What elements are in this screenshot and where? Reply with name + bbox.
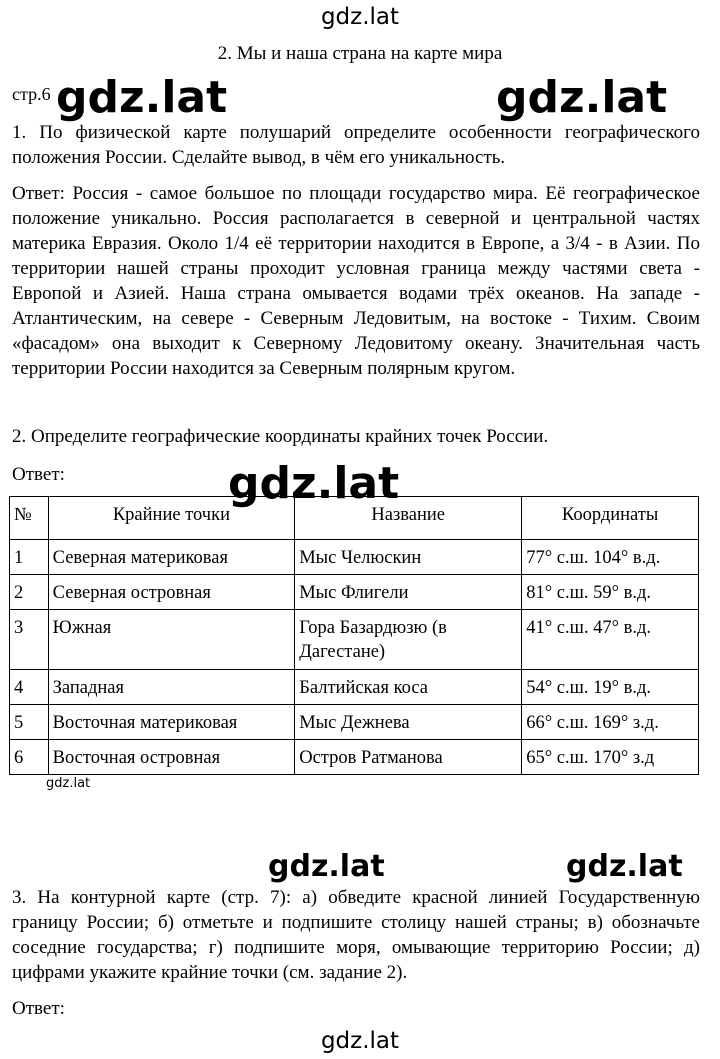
table-row [10,705,699,740]
watermark-big-right: gdz.lat [496,72,668,123]
table-row [10,540,699,575]
table-row [10,575,699,610]
table-row [10,670,699,705]
extreme-points-table [9,496,699,775]
row-number: 2 [10,575,49,610]
row-coordinates: 77° с.ш. 104° в.д. [522,540,699,575]
row-name: Мыс Дежнева [295,705,522,740]
row-number: 1 [10,540,49,575]
row-name: Мыс Челюскин [295,540,522,575]
row-point: Южная [48,610,295,670]
watermark-top: gdz.lat [320,4,400,30]
task1-question: 1. По физической карте полушарий определите особенности географического положения России. Сделайте вывод, в чём его уникальность. [12,122,700,168]
row-number: 6 [10,740,49,775]
row-point: Северная материковая [48,540,295,575]
task2-answer-label: Ответ: [12,464,65,485]
row-point: Западная [48,670,295,705]
page-reference: стр.6 [12,84,51,104]
row-name: Мыс Флигели [295,575,522,610]
watermark-big-table: gdz.lat [228,458,400,509]
row-number: 3 [10,610,49,670]
header-number: № [10,497,49,540]
row-name: Балтийская коса [295,670,522,705]
table-row [10,610,699,670]
watermark-big-left: gdz.lat [56,72,228,123]
watermark-bottom: gdz.lat [320,1028,400,1054]
row-number: 5 [10,705,49,740]
watermark-small-table: gdz.lat [46,776,91,791]
header-coordinates: Координаты [522,497,699,540]
row-point: Восточная островная [48,740,295,775]
row-point: Северная островная [48,575,295,610]
task2-question: 2. Определите географические координаты крайних точек России. [12,426,549,447]
row-coordinates: 41° с.ш. 47° в.д. [522,610,699,670]
header-name: Название [295,497,522,540]
task3-question: 3. На контурной карте (стр. 7): а) обведите красной линией Государственную границу России; б) отметьте и подпишите столицу нашей страны; в) обозначьте соседние государства; г) подпишите моря, омывающие территорию России; д) цифрами укажите крайние точки (см. задание 2). [12,887,700,983]
header-extreme-points: Крайние точки [48,497,295,540]
row-point: Восточная материковая [48,705,295,740]
table-row [10,740,699,775]
row-coordinates: 65° с.ш. 170° з.д [522,740,699,775]
task3-answer-label: Ответ: [12,998,65,1019]
row-coordinates: 81° с.ш. 59° в.д. [522,575,699,610]
row-name: Остров Ратманова [295,740,522,775]
section-heading: 2. Мы и наша страна на карте мира [217,43,503,64]
row-name: Гора Базардюзю (в Дагестане) [295,610,522,670]
row-coordinates: 66° с.ш. 169° з.д. [522,705,699,740]
task1-answer: Ответ: Россия - самое большое по площади государство мира. Её географическое положение уникально. Россия располагается в северной и центральной частях материка Евразия. Около 1/4 её территории находится в Европе, а 3/4 - в Азии. По территории нашей страны проходит условная граница между частями света - Европой и Азией. Наша страна омывается водами трёх океанов. На западе - Атлантическим, на севере - Северным Ледовитым, на востоке - Тихим. Своим «фасадом» она выходит к Северному Ледовитому океану. Значительная часть территории России находится за Северным полярным кругом. [12,183,700,379]
row-number: 4 [10,670,49,705]
row-coordinates: 54° с.ш. 19° в.д. [522,670,699,705]
watermark-mid-right: gdz.lat [566,849,683,884]
watermark-mid-left: gdz.lat [268,849,385,884]
